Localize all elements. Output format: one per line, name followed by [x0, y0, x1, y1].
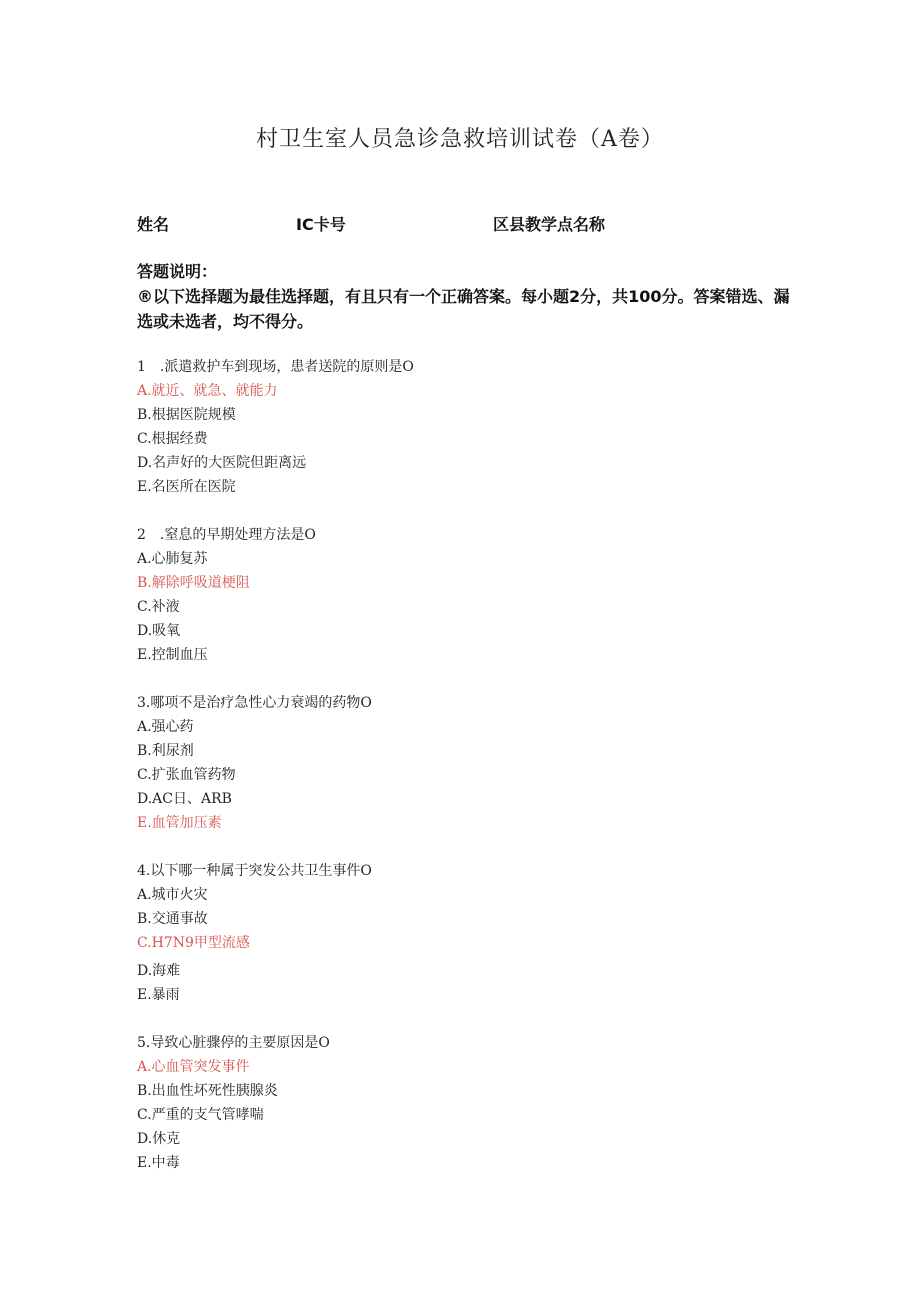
question-option: E.名医所在医院: [137, 479, 236, 495]
question-option: A.就近、就急、就能力: [137, 383, 278, 399]
question-stem: 2 .窒息的早期处理方法是O: [137, 527, 316, 543]
question-stem: 1 .派遣救护车到现场，患者送院的原则是O: [137, 359, 414, 375]
question-stem: 3.哪项不是治疗急性心力衰竭的药物O: [137, 695, 372, 711]
question-option: A.城市火灾: [137, 887, 208, 903]
question-option: B.根据医院规模: [137, 407, 236, 423]
question-option: D.海难: [137, 963, 181, 979]
question-4: [137, 859, 372, 1007]
question-option: C.根据经费: [137, 431, 208, 447]
question-option: A.心血管突发事件: [137, 1059, 250, 1075]
question-option: B.解除呼吸道梗阻: [137, 575, 250, 591]
question-3: [137, 691, 372, 835]
question-option: B.利尿剂: [137, 743, 194, 759]
question-option: E.血管加压素: [137, 815, 222, 831]
question-option: C.补液: [137, 599, 180, 615]
question-option: D.休克: [137, 1131, 181, 1147]
question-stem: 5.导致心脏骤停的主要原因是O: [137, 1035, 330, 1051]
question-option: A.强心药: [137, 719, 194, 735]
question-5: [137, 1031, 330, 1175]
question-option: A.心肺复苏: [137, 551, 208, 567]
question-1: [137, 355, 414, 499]
ic-card-label: IC卡号: [296, 215, 346, 234]
question-option: C.扩张血管药物: [137, 767, 236, 783]
question-option: B.出血性坏死性胰腺炎: [137, 1083, 278, 1099]
question-2: [137, 523, 316, 667]
name-label: 姓名: [137, 215, 170, 234]
question-option: D.吸氧: [137, 623, 181, 639]
instructions-body: ®以下选择题为最佳选择题，有且只有一个正确答案。每小题2分，共100分。答案错选、漏选或未选者，均不得分。: [137, 287, 790, 331]
question-stem: 4.以下哪一种属于突发公共卫生事件O: [137, 863, 372, 879]
instructions: [137, 259, 797, 334]
instructions-heading: 答题说明：: [137, 262, 218, 281]
question-option: E.中毒: [137, 1155, 180, 1171]
question-option: D.AC日、ARB: [137, 791, 232, 807]
district-label: 区县教学点名称: [493, 215, 606, 234]
question-option: D.名声好的大医院但距离远: [137, 455, 307, 471]
question-option: E.控制血压: [137, 647, 208, 663]
page-title: 村卫生室人员急诊急救培训试卷（A卷）: [256, 127, 664, 152]
question-option: C.严重的支气管哮喘: [137, 1107, 264, 1123]
question-option: E.暴雨: [137, 987, 180, 1003]
question-option: B.交通事故: [137, 911, 208, 927]
question-option: C.H7N9甲型流感: [137, 935, 250, 951]
